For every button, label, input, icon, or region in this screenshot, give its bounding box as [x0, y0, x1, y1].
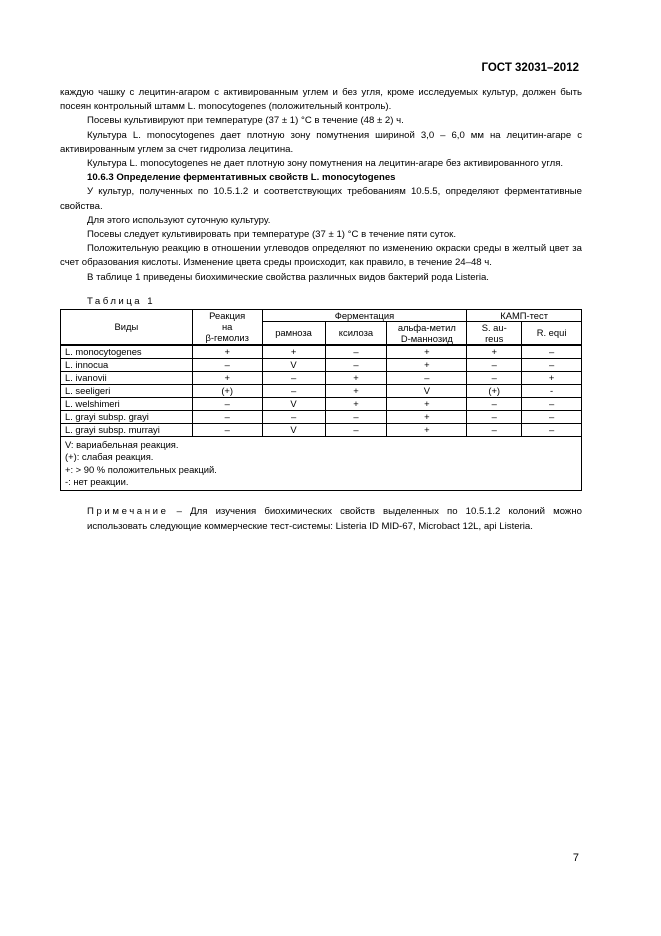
header-line: reus — [485, 332, 504, 344]
paragraph: Культура L. monocytogenes дает плотную зону помутнения шириной 3,0 – 6,0 мм на лецитин-агаре с активированным углем за счет гидролиза лецитина. — [60, 129, 582, 155]
species-cell: L. welshimeri — [61, 397, 193, 410]
alpha-cell: + — [387, 345, 467, 359]
s-aureus-cell: + — [467, 345, 522, 359]
header-line: альфа-метил — [397, 321, 456, 333]
table-row — [61, 358, 582, 371]
page-number: 7 — [572, 852, 579, 864]
xylose-cell: + — [325, 371, 387, 384]
header-line: Реакция — [209, 310, 246, 322]
rhamnose-cell: – — [262, 384, 325, 397]
hemolysis-cell: – — [192, 423, 262, 436]
paragraph: У культур, полученных по 10.5.1.2 и соответствующих требованиям 10.5.5, определяют ферментативные свойства. — [60, 186, 582, 212]
alpha-cell: + — [387, 423, 467, 436]
r-equi-cell: – — [522, 397, 582, 410]
s-aureus-cell: – — [467, 358, 522, 371]
xylose-cell: + — [325, 384, 387, 397]
s-aureus-cell: – — [467, 423, 522, 436]
xylose-cell: – — [325, 423, 387, 436]
paragraph: Посевы культивируют при температуре (37 ± 1) °С в течение (48 ± 2) ч. — [87, 115, 404, 127]
hemolysis-cell: + — [192, 345, 262, 359]
rhamnose-cell: – — [262, 410, 325, 423]
alpha-cell: + — [387, 397, 467, 410]
s-aureus-cell: – — [467, 397, 522, 410]
table-row — [61, 410, 582, 423]
r-equi-cell: + — [522, 371, 582, 384]
note-text: – Для изучения биохимических свойств выделенных по 10.5.1.2 колоний можно использовать следующие коммерческие тест-системы: Listeria ID MID-67, Microbact 12L, api Listeria. — [87, 506, 582, 532]
table-row — [61, 397, 582, 410]
rhamnose-cell: V — [262, 358, 325, 371]
column-header-camp-test: КАМП-тест — [467, 309, 582, 321]
column-header-fermentation: Ферментация — [262, 309, 467, 321]
rhamnose-cell: – — [262, 371, 325, 384]
xylose-cell: – — [325, 410, 387, 423]
column-header-xylose: ксилоза — [325, 321, 387, 345]
alpha-cell: + — [387, 358, 467, 371]
table-legend-row — [61, 436, 582, 491]
legend-item: (+): слабая реакция. — [65, 451, 154, 463]
table-row — [61, 345, 582, 359]
rhamnose-cell: V — [262, 423, 325, 436]
header-line: β-гемолиз — [205, 332, 249, 344]
paragraph: Культура L. monocytogenes не дает плотную зону помутнения на лецитин-агаре без активированного угля. — [87, 158, 564, 170]
r-equi-cell: – — [522, 410, 582, 423]
r-equi-cell: – — [522, 423, 582, 436]
header-line: D-маннозид — [400, 332, 453, 344]
species-cell: L. seeligeri — [61, 384, 193, 397]
section-title: 10.6.3 Определение ферментативных свойств L. monocytogenes — [87, 172, 396, 184]
column-header-species: Виды — [61, 309, 193, 345]
column-header-s-aureus — [467, 321, 522, 345]
paragraph: Для этого используют суточную культуру. — [87, 214, 271, 226]
paragraph: Посевы следует культивировать при температуре (37 ± 1) °С в течение пяти суток. — [87, 229, 457, 241]
legend-item: +: > 90 % положительных реакций. — [65, 463, 217, 475]
hemolysis-cell: + — [192, 371, 262, 384]
species-cell: L. monocytogenes — [61, 345, 193, 359]
paragraph: каждую чашку с лецитин-агаром с активированным углем и без угля, кроме исследуемых культур, должен быть посеян контрольный штамм L. monocytogenes (положительный контроль). — [60, 87, 582, 113]
table-row — [61, 384, 582, 397]
s-aureus-cell: (+) — [467, 384, 522, 397]
species-cell: L. grayi subsp. grayi — [61, 410, 193, 423]
xylose-cell: – — [325, 358, 387, 371]
xylose-cell: + — [325, 397, 387, 410]
paragraph: Положительную реакцию в отношении углеводов определяют по изменению окраски среды в желтый цвет за счет образования кислоты. Изменение цвета среды происходит, как правило, в течение 24–48 ч. — [60, 243, 582, 269]
hemolysis-cell: – — [192, 397, 262, 410]
legend-item: -: нет реакции. — [65, 476, 129, 488]
header-line: S. au- — [481, 321, 507, 333]
paragraph: В таблице 1 приведены биохимические свойства различных видов бактерий рода Listeria. — [87, 271, 489, 283]
alpha-cell: V — [387, 384, 467, 397]
document-code: ГОСТ 32031–2012 — [481, 62, 579, 74]
column-header-hemolysis — [192, 309, 262, 345]
table-row — [61, 371, 582, 384]
alpha-cell: + — [387, 410, 467, 423]
hemolysis-cell: (+) — [192, 384, 262, 397]
alpha-cell: – — [387, 371, 467, 384]
column-header-rhamnose: рамноза — [262, 321, 325, 345]
species-cell: L. innocua — [61, 358, 193, 371]
page-body — [60, 86, 582, 534]
r-equi-cell: – — [522, 345, 582, 359]
species-cell: L. grayi subsp. murrayi — [61, 423, 193, 436]
column-header-alpha-methyl-d-mannoside — [387, 321, 467, 345]
hemolysis-cell: – — [192, 410, 262, 423]
table-legend — [61, 436, 582, 491]
r-equi-cell: - — [522, 384, 582, 397]
legend-item: V: вариабельная реакция. — [65, 438, 179, 450]
hemolysis-cell: – — [192, 358, 262, 371]
s-aureus-cell: – — [467, 410, 522, 423]
s-aureus-cell: – — [467, 371, 522, 384]
note-label: Примечание — [87, 506, 169, 518]
r-equi-cell: – — [522, 358, 582, 371]
rhamnose-cell: V — [262, 397, 325, 410]
header-line: на — [221, 321, 233, 333]
species-cell: L. ivanovii — [61, 371, 193, 384]
table-caption: Таблица 1 — [87, 295, 156, 307]
biochemical-properties-table — [60, 309, 582, 492]
note — [60, 505, 582, 533]
xylose-cell: – — [325, 345, 387, 359]
table-row — [61, 423, 582, 436]
rhamnose-cell: + — [262, 345, 325, 359]
column-header-r-equi: R. equi — [522, 321, 582, 345]
